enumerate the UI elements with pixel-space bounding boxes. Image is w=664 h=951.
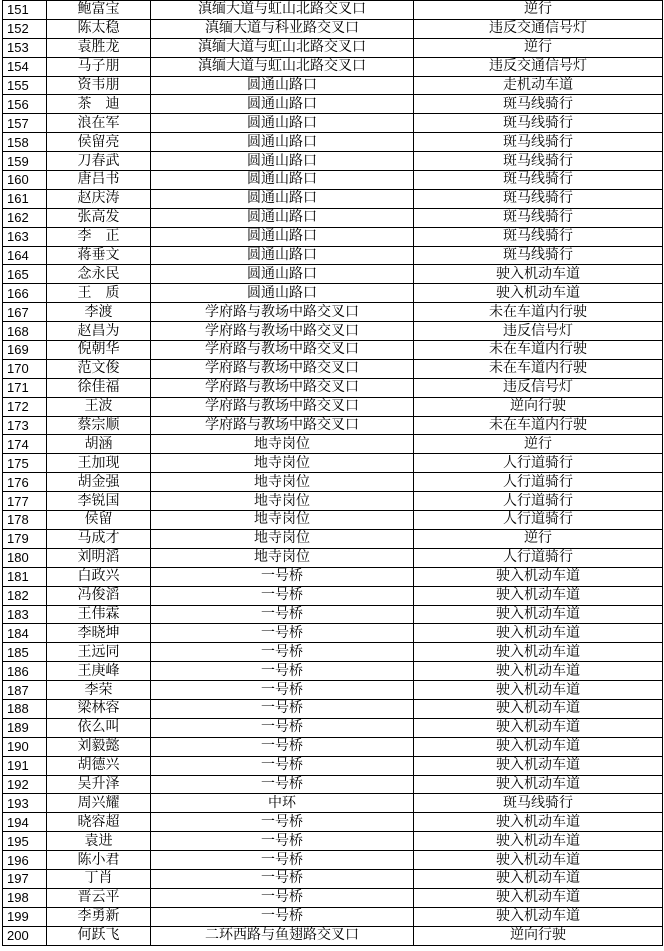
- violation-cell: 驶入机动车道: [414, 624, 663, 643]
- table-row: [3, 775, 663, 794]
- row-number-cell: 176: [3, 473, 47, 492]
- violation-cell: 未在车道内行驶: [414, 359, 663, 378]
- location-cell: 地寺岗位: [151, 511, 414, 530]
- violation-cell: 违反信号灯: [414, 322, 663, 341]
- name-cell: 晓容超: [47, 813, 151, 832]
- location-cell: 滇缅大道与虹山北路交叉口: [151, 57, 414, 76]
- location-cell: 一号桥: [151, 737, 414, 756]
- violation-cell: 违反交通信号灯: [414, 19, 663, 38]
- table-row: [3, 643, 663, 662]
- location-cell: 一号桥: [151, 643, 414, 662]
- row-number-cell: 153: [3, 38, 47, 57]
- name-cell: 胡金强: [47, 473, 151, 492]
- name-cell: 刘毅懿: [47, 737, 151, 756]
- row-number-cell: 196: [3, 851, 47, 870]
- table-row: [3, 303, 663, 322]
- location-cell: 一号桥: [151, 888, 414, 907]
- violation-cell: 人行道骑行: [414, 454, 663, 473]
- name-cell: 李锐国: [47, 492, 151, 511]
- violation-cell: 斑马线骑行: [414, 246, 663, 265]
- name-cell: 范文俊: [47, 359, 151, 378]
- violation-cell: 走机动车道: [414, 76, 663, 95]
- table-row: [3, 76, 663, 95]
- name-cell: 王波: [47, 397, 151, 416]
- violation-cell: 驶入机动车道: [414, 265, 663, 284]
- row-number-cell: 157: [3, 114, 47, 133]
- location-cell: 一号桥: [151, 567, 414, 586]
- table-row: [3, 813, 663, 832]
- location-cell: 一号桥: [151, 813, 414, 832]
- row-number-cell: 161: [3, 189, 47, 208]
- table-row: [3, 57, 663, 76]
- row-number-cell: 178: [3, 511, 47, 530]
- row-number-cell: 181: [3, 567, 47, 586]
- name-cell: 赵昌为: [47, 322, 151, 341]
- table-row: [3, 265, 663, 284]
- name-cell: 蔡宗顺: [47, 416, 151, 435]
- location-cell: 圆通山路口: [151, 284, 414, 303]
- name-cell: 李勇新: [47, 907, 151, 926]
- location-cell: 一号桥: [151, 586, 414, 605]
- name-cell: 唐吕书: [47, 171, 151, 190]
- violation-cell: 驶入机动车道: [414, 869, 663, 888]
- name-cell: 吴升泽: [47, 775, 151, 794]
- location-cell: 地寺岗位: [151, 529, 414, 548]
- name-cell: 梁林容: [47, 699, 151, 718]
- location-cell: 圆通山路口: [151, 171, 414, 190]
- name-cell: 马子朋: [47, 57, 151, 76]
- row-number-cell: 183: [3, 605, 47, 624]
- name-cell: 王远同: [47, 643, 151, 662]
- table-row: [3, 397, 663, 416]
- table-row: [3, 907, 663, 926]
- name-cell: 张高发: [47, 208, 151, 227]
- table-row: [3, 548, 663, 567]
- row-number-cell: 169: [3, 341, 47, 360]
- violation-cell: 斑马线骑行: [414, 114, 663, 133]
- name-cell: 袁进: [47, 832, 151, 851]
- violation-cell: 逆行: [414, 38, 663, 57]
- location-cell: 圆通山路口: [151, 246, 414, 265]
- row-number-cell: 172: [3, 397, 47, 416]
- row-number-cell: 152: [3, 19, 47, 38]
- location-cell: 地寺岗位: [151, 473, 414, 492]
- name-cell: 依么叫: [47, 718, 151, 737]
- location-cell: 学府路与教场中路交叉口: [151, 322, 414, 341]
- name-cell: 李 正: [47, 227, 151, 246]
- location-cell: 一号桥: [151, 699, 414, 718]
- violation-cell: 驶入机动车道: [414, 888, 663, 907]
- table-row: [3, 416, 663, 435]
- location-cell: 地寺岗位: [151, 454, 414, 473]
- name-cell: 白政兴: [47, 567, 151, 586]
- violation-cell: 驶入机动车道: [414, 832, 663, 851]
- location-cell: 滇缅大道与科业路交叉口: [151, 19, 414, 38]
- location-cell: 一号桥: [151, 662, 414, 681]
- row-number-cell: 185: [3, 643, 47, 662]
- violation-cell: 驶入机动车道: [414, 756, 663, 775]
- table-row: [3, 832, 663, 851]
- name-cell: 王 质: [47, 284, 151, 303]
- location-cell: 圆通山路口: [151, 189, 414, 208]
- violation-cell: 驶入机动车道: [414, 605, 663, 624]
- name-cell: 浪在军: [47, 114, 151, 133]
- location-cell: 一号桥: [151, 718, 414, 737]
- row-number-cell: 175: [3, 454, 47, 473]
- violation-cell: 人行道骑行: [414, 492, 663, 511]
- row-number-cell: 168: [3, 322, 47, 341]
- location-cell: 一号桥: [151, 907, 414, 926]
- location-cell: 圆通山路口: [151, 114, 414, 133]
- violation-cell: 逆行: [414, 1, 663, 20]
- name-cell: 倪朝华: [47, 341, 151, 360]
- table-row: [3, 38, 663, 57]
- name-cell: 冯俊滔: [47, 586, 151, 605]
- name-cell: 王加现: [47, 454, 151, 473]
- name-cell: 李晓坤: [47, 624, 151, 643]
- row-number-cell: 160: [3, 171, 47, 190]
- location-cell: 一号桥: [151, 624, 414, 643]
- name-cell: 徐佳福: [47, 378, 151, 397]
- violation-cell: 驶入机动车道: [414, 662, 663, 681]
- violation-cell: 驶入机动车道: [414, 775, 663, 794]
- table-row: [3, 208, 663, 227]
- table-row: [3, 926, 663, 945]
- name-cell: 马成才: [47, 529, 151, 548]
- violation-cell: 逆向行驶: [414, 926, 663, 945]
- table-row: [3, 341, 663, 360]
- violation-cell: 违反信号灯: [414, 378, 663, 397]
- name-cell: 周兴耀: [47, 794, 151, 813]
- name-cell: 王伟霖: [47, 605, 151, 624]
- name-cell: 何跃飞: [47, 926, 151, 945]
- violation-cell: 驶入机动车道: [414, 813, 663, 832]
- table-row: [3, 1, 663, 20]
- location-cell: 圆通山路口: [151, 152, 414, 171]
- table-row: [3, 454, 663, 473]
- location-cell: 一号桥: [151, 869, 414, 888]
- location-cell: 圆通山路口: [151, 76, 414, 95]
- violation-cell: 斑马线骑行: [414, 189, 663, 208]
- row-number-cell: 159: [3, 152, 47, 171]
- name-cell: 李荣: [47, 681, 151, 700]
- violation-cell: 驶入机动车道: [414, 718, 663, 737]
- location-cell: 一号桥: [151, 605, 414, 624]
- row-number-cell: 165: [3, 265, 47, 284]
- row-number-cell: 191: [3, 756, 47, 775]
- location-cell: 圆通山路口: [151, 265, 414, 284]
- violation-cell: 斑马线骑行: [414, 133, 663, 152]
- violation-table: [2, 0, 663, 946]
- table-row: [3, 378, 663, 397]
- table-row: [3, 435, 663, 454]
- row-number-cell: 194: [3, 813, 47, 832]
- violation-cell: 违反交通信号灯: [414, 57, 663, 76]
- table-row: [3, 662, 663, 681]
- row-number-cell: 188: [3, 699, 47, 718]
- location-cell: 地寺岗位: [151, 435, 414, 454]
- name-cell: 侯留: [47, 511, 151, 530]
- location-cell: 学府路与教场中路交叉口: [151, 341, 414, 360]
- row-number-cell: 162: [3, 208, 47, 227]
- row-number-cell: 154: [3, 57, 47, 76]
- name-cell: 袁胜龙: [47, 38, 151, 57]
- table-row: [3, 756, 663, 775]
- row-number-cell: 180: [3, 548, 47, 567]
- name-cell: 鲍富宝: [47, 1, 151, 20]
- table-row: [3, 284, 663, 303]
- row-number-cell: 197: [3, 869, 47, 888]
- name-cell: 念永民: [47, 265, 151, 284]
- violation-cell: 驶入机动车道: [414, 851, 663, 870]
- row-number-cell: 189: [3, 718, 47, 737]
- name-cell: 陈小君: [47, 851, 151, 870]
- violation-cell: 斑马线骑行: [414, 95, 663, 114]
- row-number-cell: 166: [3, 284, 47, 303]
- table-row: [3, 227, 663, 246]
- row-number-cell: 173: [3, 416, 47, 435]
- table-row: [3, 246, 663, 265]
- location-cell: 一号桥: [151, 775, 414, 794]
- table-row: [3, 152, 663, 171]
- table-row: [3, 19, 663, 38]
- table-row: [3, 869, 663, 888]
- location-cell: 地寺岗位: [151, 548, 414, 567]
- violation-table-body: [3, 1, 663, 946]
- violation-cell: 斑马线骑行: [414, 171, 663, 190]
- table-row: [3, 567, 663, 586]
- name-cell: 刘明滔: [47, 548, 151, 567]
- row-number-cell: 163: [3, 227, 47, 246]
- location-cell: 圆通山路口: [151, 208, 414, 227]
- location-cell: 圆通山路口: [151, 95, 414, 114]
- location-cell: 学府路与教场中路交叉口: [151, 303, 414, 322]
- violation-cell: 未在车道内行驶: [414, 341, 663, 360]
- violation-cell: 驶入机动车道: [414, 699, 663, 718]
- table-row: [3, 511, 663, 530]
- row-number-cell: 200: [3, 926, 47, 945]
- location-cell: 中环: [151, 794, 414, 813]
- row-number-cell: 182: [3, 586, 47, 605]
- table-row: [3, 888, 663, 907]
- table-row: [3, 95, 663, 114]
- location-cell: 学府路与教场中路交叉口: [151, 397, 414, 416]
- location-cell: 学府路与教场中路交叉口: [151, 378, 414, 397]
- name-cell: 茶 迪: [47, 95, 151, 114]
- table-row: [3, 605, 663, 624]
- location-cell: 一号桥: [151, 832, 414, 851]
- table-row: [3, 586, 663, 605]
- name-cell: 刀春武: [47, 152, 151, 171]
- violation-cell: 逆行: [414, 435, 663, 454]
- table-row: [3, 171, 663, 190]
- location-cell: 一号桥: [151, 851, 414, 870]
- name-cell: 资韦朋: [47, 76, 151, 95]
- violation-cell: 驶入机动车道: [414, 567, 663, 586]
- name-cell: 陈太稳: [47, 19, 151, 38]
- row-number-cell: 164: [3, 246, 47, 265]
- row-number-cell: 190: [3, 737, 47, 756]
- row-number-cell: 192: [3, 775, 47, 794]
- table-row: [3, 794, 663, 813]
- row-number-cell: 184: [3, 624, 47, 643]
- location-cell: 圆通山路口: [151, 227, 414, 246]
- violation-cell: 人行道骑行: [414, 511, 663, 530]
- table-row: [3, 133, 663, 152]
- row-number-cell: 186: [3, 662, 47, 681]
- row-number-cell: 187: [3, 681, 47, 700]
- name-cell: 胡德兴: [47, 756, 151, 775]
- row-number-cell: 193: [3, 794, 47, 813]
- location-cell: 一号桥: [151, 756, 414, 775]
- violation-cell: 驶入机动车道: [414, 681, 663, 700]
- violation-cell: 驶入机动车道: [414, 737, 663, 756]
- violation-cell: 逆向行驶: [414, 397, 663, 416]
- location-cell: 圆通山路口: [151, 133, 414, 152]
- violation-cell: 驶入机动车道: [414, 643, 663, 662]
- violation-cell: 逆行: [414, 529, 663, 548]
- table-row: [3, 322, 663, 341]
- location-cell: 学府路与教场中路交叉口: [151, 416, 414, 435]
- table-row: [3, 189, 663, 208]
- table-row: [3, 492, 663, 511]
- violation-cell: 斑马线骑行: [414, 227, 663, 246]
- violation-cell: 斑马线骑行: [414, 208, 663, 227]
- location-cell: 二环西路与鱼翅路交叉口: [151, 926, 414, 945]
- table-row: [3, 681, 663, 700]
- table-row: [3, 473, 663, 492]
- table-row: [3, 851, 663, 870]
- location-cell: 一号桥: [151, 681, 414, 700]
- violation-cell: 驶入机动车道: [414, 586, 663, 605]
- table-row: [3, 114, 663, 133]
- row-number-cell: 158: [3, 133, 47, 152]
- violation-cell: 未在车道内行驶: [414, 303, 663, 322]
- row-number-cell: 151: [3, 1, 47, 20]
- violation-cell: 斑马线骑行: [414, 152, 663, 171]
- name-cell: 蒋垂文: [47, 246, 151, 265]
- table-row: [3, 359, 663, 378]
- violation-cell: 未在车道内行驶: [414, 416, 663, 435]
- table-row: [3, 718, 663, 737]
- row-number-cell: 167: [3, 303, 47, 322]
- name-cell: 李渡: [47, 303, 151, 322]
- name-cell: 赵庆涛: [47, 189, 151, 208]
- row-number-cell: 179: [3, 529, 47, 548]
- location-cell: 学府路与教场中路交叉口: [151, 359, 414, 378]
- row-number-cell: 198: [3, 888, 47, 907]
- row-number-cell: 177: [3, 492, 47, 511]
- violation-cell: 驶入机动车道: [414, 907, 663, 926]
- location-cell: 地寺岗位: [151, 492, 414, 511]
- violation-cell: 人行道骑行: [414, 473, 663, 492]
- row-number-cell: 199: [3, 907, 47, 926]
- row-number-cell: 195: [3, 832, 47, 851]
- name-cell: 胡涵: [47, 435, 151, 454]
- name-cell: 王庚峰: [47, 662, 151, 681]
- row-number-cell: 156: [3, 95, 47, 114]
- table-row: [3, 699, 663, 718]
- violation-cell: 斑马线骑行: [414, 794, 663, 813]
- row-number-cell: 170: [3, 359, 47, 378]
- violation-cell: 驶入机动车道: [414, 284, 663, 303]
- table-row: [3, 529, 663, 548]
- name-cell: 晋云平: [47, 888, 151, 907]
- violation-cell: 人行道骑行: [414, 548, 663, 567]
- location-cell: 滇缅大道与虹山北路交叉口: [151, 38, 414, 57]
- name-cell: 侯留亮: [47, 133, 151, 152]
- row-number-cell: 171: [3, 378, 47, 397]
- table-row: [3, 624, 663, 643]
- name-cell: 丁肖: [47, 869, 151, 888]
- table-row: [3, 737, 663, 756]
- row-number-cell: 174: [3, 435, 47, 454]
- row-number-cell: 155: [3, 76, 47, 95]
- location-cell: 滇缅大道与虹山北路交叉口: [151, 1, 414, 20]
